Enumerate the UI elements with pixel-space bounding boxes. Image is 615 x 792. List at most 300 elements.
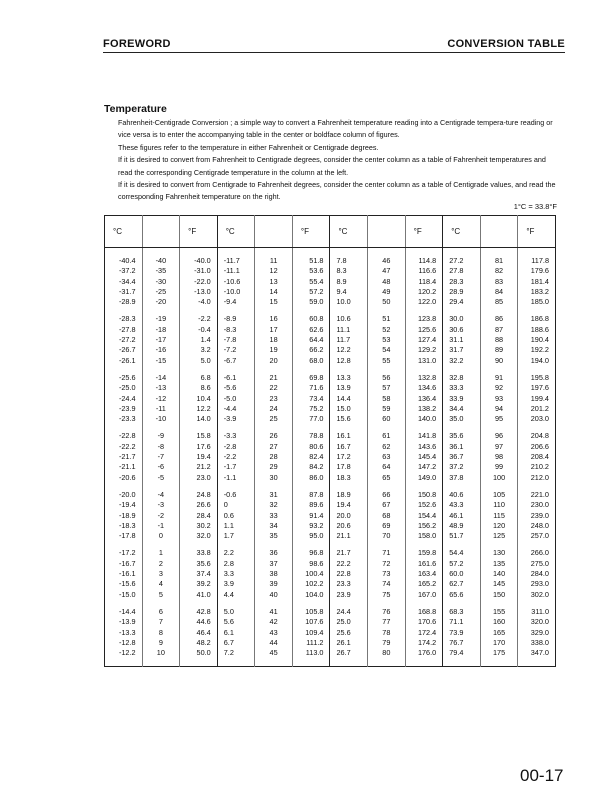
fahrenheit-cell: 275.0: [530, 558, 549, 568]
spacer-cell: [480, 483, 518, 490]
fahrenheit-cell: 28.4: [180, 511, 218, 521]
celsius-cell: -28.9: [105, 297, 143, 307]
fahrenheit-cell: 179.6: [530, 266, 549, 276]
fahrenheit-cell: 44.6: [180, 617, 218, 627]
celsius-cell: 30.6: [443, 325, 481, 335]
center-value-cell: 18: [255, 335, 293, 345]
center-value-cell: 84: [480, 287, 518, 297]
celsius-cell: -8.9: [217, 314, 255, 324]
celsius-cell: 20.0: [330, 511, 368, 521]
fahrenheit-cell: 53.6: [292, 266, 330, 276]
spacer-cell: [443, 600, 481, 607]
fahrenheit-cell: 154.4: [405, 511, 443, 521]
spacer-cell: [368, 541, 406, 548]
fahrenheit-cell: 77.0: [292, 414, 330, 424]
center-value-cell: 52: [368, 325, 406, 335]
fahrenheit-cell: 105.8: [292, 607, 330, 617]
spacer-cell: [180, 541, 218, 548]
fahrenheit-cell: 156.2: [405, 521, 443, 531]
celsius-cell: -15.6: [105, 579, 143, 589]
fahrenheit-cell: 23.0: [180, 473, 218, 483]
center-value-cell: 8: [142, 628, 180, 638]
celsius-cell: -21.7: [105, 452, 143, 462]
fahrenheit-cell: 125.6: [405, 325, 443, 335]
table-row: [105, 531, 556, 541]
fahrenheit-cell: 210.2: [530, 462, 549, 472]
table-row: [105, 373, 556, 383]
celsius-cell: 19.4: [330, 500, 368, 510]
celsius-cell: 16.1: [330, 431, 368, 441]
column-header: [368, 216, 406, 248]
spacer-cell: [180, 366, 218, 373]
center-value-cell: 78: [368, 628, 406, 638]
center-value-cell: -30: [142, 277, 180, 287]
column-header: °C: [105, 216, 143, 248]
center-value-cell: 14: [255, 287, 293, 297]
spacer-cell: [518, 424, 556, 431]
spacer-cell: [255, 424, 293, 431]
spacer-cell: [255, 658, 293, 667]
spacer-cell: [480, 658, 518, 667]
celsius-cell: 15.6: [330, 414, 368, 424]
fahrenheit-cell: 6.8: [180, 373, 218, 383]
celsius-cell: 8.3: [330, 266, 368, 276]
spacer-cell: [217, 307, 255, 314]
table-row: [105, 559, 556, 569]
spacer-cell: [330, 424, 368, 431]
celsius-cell: -40.4: [105, 256, 143, 266]
celsius-cell: -11.1: [217, 266, 255, 276]
spacer-cell: [405, 483, 443, 490]
table-row: [105, 648, 556, 658]
celsius-cell: -17.8: [105, 531, 143, 541]
center-value-cell: 70: [368, 531, 406, 541]
celsius-cell: 68.3: [443, 607, 481, 617]
celsius-cell: 5.6: [217, 617, 255, 627]
center-value-cell: 85: [480, 297, 518, 307]
celsius-cell: -2.2: [217, 452, 255, 462]
celsius-cell: -6.1: [217, 373, 255, 383]
fahrenheit-cell: 117.8: [531, 256, 549, 265]
fahrenheit-cell: -40.0: [180, 256, 218, 266]
fahrenheit-cell: 134.6: [405, 383, 443, 393]
celsius-cell: 0.6: [217, 511, 255, 521]
celsius-cell: 17.8: [330, 462, 368, 472]
fahrenheit-cell: 37.4: [180, 569, 218, 579]
center-value-cell: 88: [480, 335, 518, 345]
center-value-cell: -14: [142, 373, 180, 383]
celsius-cell: 2.2: [217, 548, 255, 558]
center-value-cell: 11: [255, 256, 293, 266]
fahrenheit-cell: 127.4: [405, 335, 443, 345]
center-value-cell: 86: [480, 314, 518, 324]
fahrenheit-cell: 98.6: [292, 559, 330, 569]
celsius-cell: -25.6: [105, 373, 143, 383]
fahrenheit-cell: 82.4: [292, 452, 330, 462]
center-value-cell: 34: [255, 521, 293, 531]
celsius-cell: -18.3: [105, 521, 143, 531]
celsius-cell: 6.1: [217, 628, 255, 638]
celsius-cell: -13.3: [105, 628, 143, 638]
center-value-cell: 150: [480, 590, 518, 600]
table-row: [105, 490, 556, 500]
center-value-cell: 97: [480, 442, 518, 452]
center-value-cell: 74: [368, 579, 406, 589]
spacer-cell: [330, 541, 368, 548]
center-value-cell: 135: [480, 559, 518, 569]
center-value-cell: 175: [480, 648, 518, 658]
center-value-cell: 39: [255, 579, 293, 589]
celsius-cell: 33.3: [443, 383, 481, 393]
center-value-cell: 48: [368, 277, 406, 287]
center-value-cell: 10: [142, 648, 180, 658]
celsius-cell: 60.0: [443, 569, 481, 579]
fahrenheit-cell: 159.8: [405, 548, 443, 558]
spacer-cell: [142, 600, 180, 607]
celsius-cell: 37.2: [443, 462, 481, 472]
center-value-cell: 21: [255, 373, 293, 383]
spacer-cell: [217, 600, 255, 607]
celsius-cell: -26.1: [105, 356, 143, 366]
celsius-cell: 26.1: [330, 638, 368, 648]
celsius-cell: 36.7: [443, 452, 481, 462]
celsius-cell: 1.1: [217, 521, 255, 531]
table-row: [105, 314, 556, 324]
celsius-cell: 27.8: [443, 266, 481, 276]
header-left: FOREWORD: [103, 38, 171, 50]
fahrenheit-cell: 30.2: [180, 521, 218, 531]
celsius-cell: -3.3: [217, 431, 255, 441]
celsius-cell: -7.8: [217, 335, 255, 345]
fahrenheit-cell: 95.0: [292, 531, 330, 541]
celsius-cell: 35.0: [443, 414, 481, 424]
celsius-cell: 18.9: [330, 490, 368, 500]
celsius-cell: -0.6: [217, 490, 255, 500]
celsius-cell: -26.7: [105, 345, 143, 355]
celsius-cell: 3.3: [217, 569, 255, 579]
fahrenheit-cell: 48.2: [180, 638, 218, 648]
fahrenheit-cell: 248.0: [530, 520, 549, 530]
fahrenheit-cell: 138.2: [405, 404, 443, 414]
celsius-cell: -20.0: [105, 490, 143, 500]
table-row: [105, 628, 556, 638]
celsius-cell: -1.1: [217, 473, 255, 483]
fahrenheit-cell: 131.0: [405, 356, 443, 366]
spacer-cell: [217, 658, 255, 667]
table-row: [105, 442, 556, 452]
celsius-cell: -20.6: [105, 473, 143, 483]
spacer-cell: [105, 600, 143, 607]
celsius-cell: 10.6: [330, 314, 368, 324]
center-value-cell: 53: [368, 335, 406, 345]
celsius-cell: 40.6: [443, 490, 481, 500]
center-value-cell: 60: [368, 414, 406, 424]
spacer-cell: [105, 307, 143, 314]
spacer-cell: [292, 424, 330, 431]
spacer-cell: [217, 366, 255, 373]
center-value-cell: 3: [142, 569, 180, 579]
column-header: °F: [518, 216, 556, 248]
table-header-row: [105, 216, 556, 248]
center-value-cell: 56: [368, 373, 406, 383]
celsius-cell: 1.7: [217, 531, 255, 541]
fahrenheit-cell: 152.6: [405, 500, 443, 510]
center-value-cell: -3: [142, 500, 180, 510]
celsius-cell: -18.9: [105, 511, 143, 521]
fahrenheit-cell: -13.0: [180, 287, 218, 297]
spacer-cell: [330, 600, 368, 607]
fahrenheit-cell: 257.0: [530, 531, 549, 541]
table-row: [105, 590, 556, 600]
celsius-cell: 18.3: [330, 473, 368, 483]
table-row: [105, 638, 556, 648]
table-row: [105, 607, 556, 617]
fahrenheit-cell: 100.4: [292, 569, 330, 579]
center-value-cell: 38: [255, 569, 293, 579]
fahrenheit-cell: 14.0: [180, 414, 218, 424]
celsius-cell: 31.1: [443, 335, 481, 345]
center-value-cell: 69: [368, 521, 406, 531]
center-value-cell: -17: [142, 335, 180, 345]
fahrenheit-cell: 129.2: [405, 345, 443, 355]
celsius-cell: 79.4: [443, 648, 481, 658]
celsius-cell: 12.8: [330, 356, 368, 366]
table-row: [105, 511, 556, 521]
table-row: [105, 325, 556, 335]
celsius-cell: 6.7: [217, 638, 255, 648]
fahrenheit-cell: 51.8: [292, 256, 330, 266]
spacer-cell: [330, 658, 368, 667]
fahrenheit-cell: 302.0: [530, 589, 549, 599]
fahrenheit-cell: 293.0: [530, 579, 549, 589]
center-value-cell: 73: [368, 569, 406, 579]
celsius-cell: -22.2: [105, 442, 143, 452]
center-value-cell: 64: [368, 462, 406, 472]
celsius-cell: -34.4: [105, 277, 143, 287]
celsius-cell: 0: [217, 500, 255, 510]
center-value-cell: 36: [255, 548, 293, 558]
spacer-cell: [443, 424, 481, 431]
celsius-cell: -15.0: [105, 590, 143, 600]
spacer-cell: [518, 483, 556, 490]
spacer-cell: [405, 307, 443, 314]
table-row: [105, 356, 556, 366]
page-number: 00-17: [520, 766, 564, 785]
spacer-cell: [292, 307, 330, 314]
celsius-cell: 8.9: [330, 277, 368, 287]
table-row: [105, 266, 556, 276]
spacer-cell: [105, 541, 143, 548]
center-value-cell: -40: [142, 256, 180, 266]
celsius-cell: 51.7: [443, 531, 481, 541]
fahrenheit-cell: 136.4: [405, 394, 443, 404]
center-value-cell: 92: [480, 383, 518, 393]
celsius-cell: -1.7: [217, 462, 255, 472]
celsius-cell: -27.2: [105, 335, 143, 345]
center-value-cell: -10: [142, 414, 180, 424]
center-value-cell: 94: [480, 404, 518, 414]
center-value-cell: -19: [142, 314, 180, 324]
spacer-cell: [217, 248, 255, 257]
spacer-cell: [255, 307, 293, 314]
center-value-cell: -13: [142, 383, 180, 393]
fahrenheit-cell: 161.6: [405, 559, 443, 569]
center-value-cell: 31: [255, 490, 293, 500]
center-value-cell: 16: [255, 314, 293, 324]
center-value-cell: 5: [142, 590, 180, 600]
fahrenheit-cell: 80.6: [292, 442, 330, 452]
center-value-cell: -4: [142, 490, 180, 500]
spacer-cell: [142, 248, 180, 257]
center-value-cell: 17: [255, 325, 293, 335]
table-row: [105, 297, 556, 307]
center-value-cell: 28: [255, 452, 293, 462]
fahrenheit-cell: 172.4: [405, 628, 443, 638]
spacer-cell: [292, 541, 330, 548]
conversion-note: 1°C = 33.8°F: [513, 202, 557, 211]
header-right: CONVERSION TABLE: [447, 38, 565, 50]
center-value-cell: 99: [480, 462, 518, 472]
fahrenheit-cell: 26.6: [180, 500, 218, 510]
table-row: [105, 335, 556, 345]
paragraph: If it is desired to convert from Fahrenheit to Centigrade degrees, consider the center column as a table of Fahrenheit temperatures and read the corresponding Centigrade temperature in the column at the left.: [118, 155, 546, 177]
center-value-cell: 59: [368, 404, 406, 414]
spacer-cell: [180, 658, 218, 667]
center-value-cell: -11: [142, 404, 180, 414]
spacer-cell: [217, 541, 255, 548]
spacer-cell: [518, 600, 556, 607]
celsius-cell: 76.7: [443, 638, 481, 648]
celsius-cell: -5.6: [217, 383, 255, 393]
center-value-cell: 155: [480, 607, 518, 617]
celsius-cell: -12.2: [105, 648, 143, 658]
celsius-cell: 27.2: [443, 256, 481, 266]
fahrenheit-cell: 86.0: [292, 473, 330, 483]
spacer-cell: [480, 600, 518, 607]
fahrenheit-cell: 50.0: [180, 648, 218, 658]
paragraph: These figures refer to the temperature in either Fahrenheit or Centigrade degrees.: [118, 142, 379, 152]
center-value-cell: -20: [142, 297, 180, 307]
spacer-cell: [217, 424, 255, 431]
column-header: °F: [180, 216, 218, 248]
spacer-cell: [142, 366, 180, 373]
celsius-cell: -23.9: [105, 404, 143, 414]
fahrenheit-cell: 24.8: [180, 490, 218, 500]
fahrenheit-cell: 114.8: [405, 256, 443, 266]
center-value-cell: 55: [368, 356, 406, 366]
spacer-cell: [142, 541, 180, 548]
spacer-cell: [142, 307, 180, 314]
table-row: [105, 579, 556, 589]
fahrenheit-cell: 113.0: [292, 648, 330, 658]
celsius-cell: 16.7: [330, 442, 368, 452]
spacer-cell: [480, 424, 518, 431]
column-header: [142, 216, 180, 248]
celsius-cell: -16.1: [105, 569, 143, 579]
spacer-cell: [518, 541, 556, 548]
fahrenheit-cell: 188.6: [530, 324, 549, 334]
celsius-cell: 10.0: [330, 297, 368, 307]
center-value-cell: 68: [368, 511, 406, 521]
center-value-cell: 2: [142, 559, 180, 569]
fahrenheit-cell: 111.2: [292, 638, 330, 648]
spacer-cell: [255, 600, 293, 607]
column-header: °C: [217, 216, 255, 248]
fahrenheit-cell: 230.0: [530, 500, 549, 510]
table-row: [105, 383, 556, 393]
center-value-cell: 54: [368, 345, 406, 355]
center-value-cell: 15: [255, 297, 293, 307]
center-value-cell: -6: [142, 462, 180, 472]
spacer-cell: [368, 307, 406, 314]
center-value-cell: 83: [480, 277, 518, 287]
fahrenheit-cell: 311.0: [531, 606, 549, 616]
celsius-cell: -6.7: [217, 356, 255, 366]
celsius-cell: 25.6: [330, 628, 368, 638]
spacer-cell: [405, 658, 443, 667]
celsius-cell: -27.8: [105, 325, 143, 335]
fahrenheit-cell: 147.2: [405, 462, 443, 472]
fahrenheit-cell: 64.4: [292, 335, 330, 345]
fahrenheit-cell: 8.6: [180, 383, 218, 393]
spacer-cell: [330, 307, 368, 314]
fahrenheit-cell: 71.6: [292, 383, 330, 393]
center-value-cell: 75: [368, 590, 406, 600]
center-value-cell: -5: [142, 473, 180, 483]
celsius-cell: -28.3: [105, 314, 143, 324]
spacer-cell: [105, 483, 143, 490]
center-value-cell: 19: [255, 345, 293, 355]
fahrenheit-cell: 212.0: [530, 472, 549, 482]
center-value-cell: 26: [255, 431, 293, 441]
fahrenheit-cell: 221.0: [530, 489, 549, 499]
spacer-cell: [180, 424, 218, 431]
center-value-cell: 100: [480, 473, 518, 483]
fahrenheit-cell: 120.2: [405, 287, 443, 297]
center-value-cell: 24: [255, 404, 293, 414]
spacer-cell: [368, 600, 406, 607]
center-value-cell: -2: [142, 511, 180, 521]
fahrenheit-cell: 69.8: [292, 373, 330, 383]
fahrenheit-cell: 96.8: [292, 548, 330, 558]
column-header: °F: [405, 216, 443, 248]
center-value-cell: 20: [255, 356, 293, 366]
celsius-cell: -7.2: [217, 345, 255, 355]
center-value-cell: 51: [368, 314, 406, 324]
spacer-cell: [180, 600, 218, 607]
fahrenheit-cell: 5.0: [180, 356, 218, 366]
table-row: [105, 548, 556, 558]
fahrenheit-cell: 109.4: [292, 628, 330, 638]
celsius-cell: 71.1: [443, 617, 481, 627]
center-value-cell: 125: [480, 531, 518, 541]
spacer-cell: [292, 600, 330, 607]
celsius-cell: 21.1: [330, 531, 368, 541]
center-value-cell: 76: [368, 607, 406, 617]
fahrenheit-cell: 10.4: [180, 394, 218, 404]
fahrenheit-cell: 320.0: [530, 617, 549, 627]
fahrenheit-cell: 118.4: [405, 277, 443, 287]
fahrenheit-cell: 167.0: [405, 590, 443, 600]
center-value-cell: 63: [368, 452, 406, 462]
fahrenheit-cell: 75.2: [292, 404, 330, 414]
column-header: °F: [292, 216, 330, 248]
fahrenheit-cell: 168.8: [405, 607, 443, 617]
spacer-cell: [518, 658, 556, 667]
fahrenheit-cell: 347.0: [530, 648, 549, 658]
celsius-cell: -11.7: [217, 256, 255, 266]
celsius-cell: 31.7: [443, 345, 481, 355]
